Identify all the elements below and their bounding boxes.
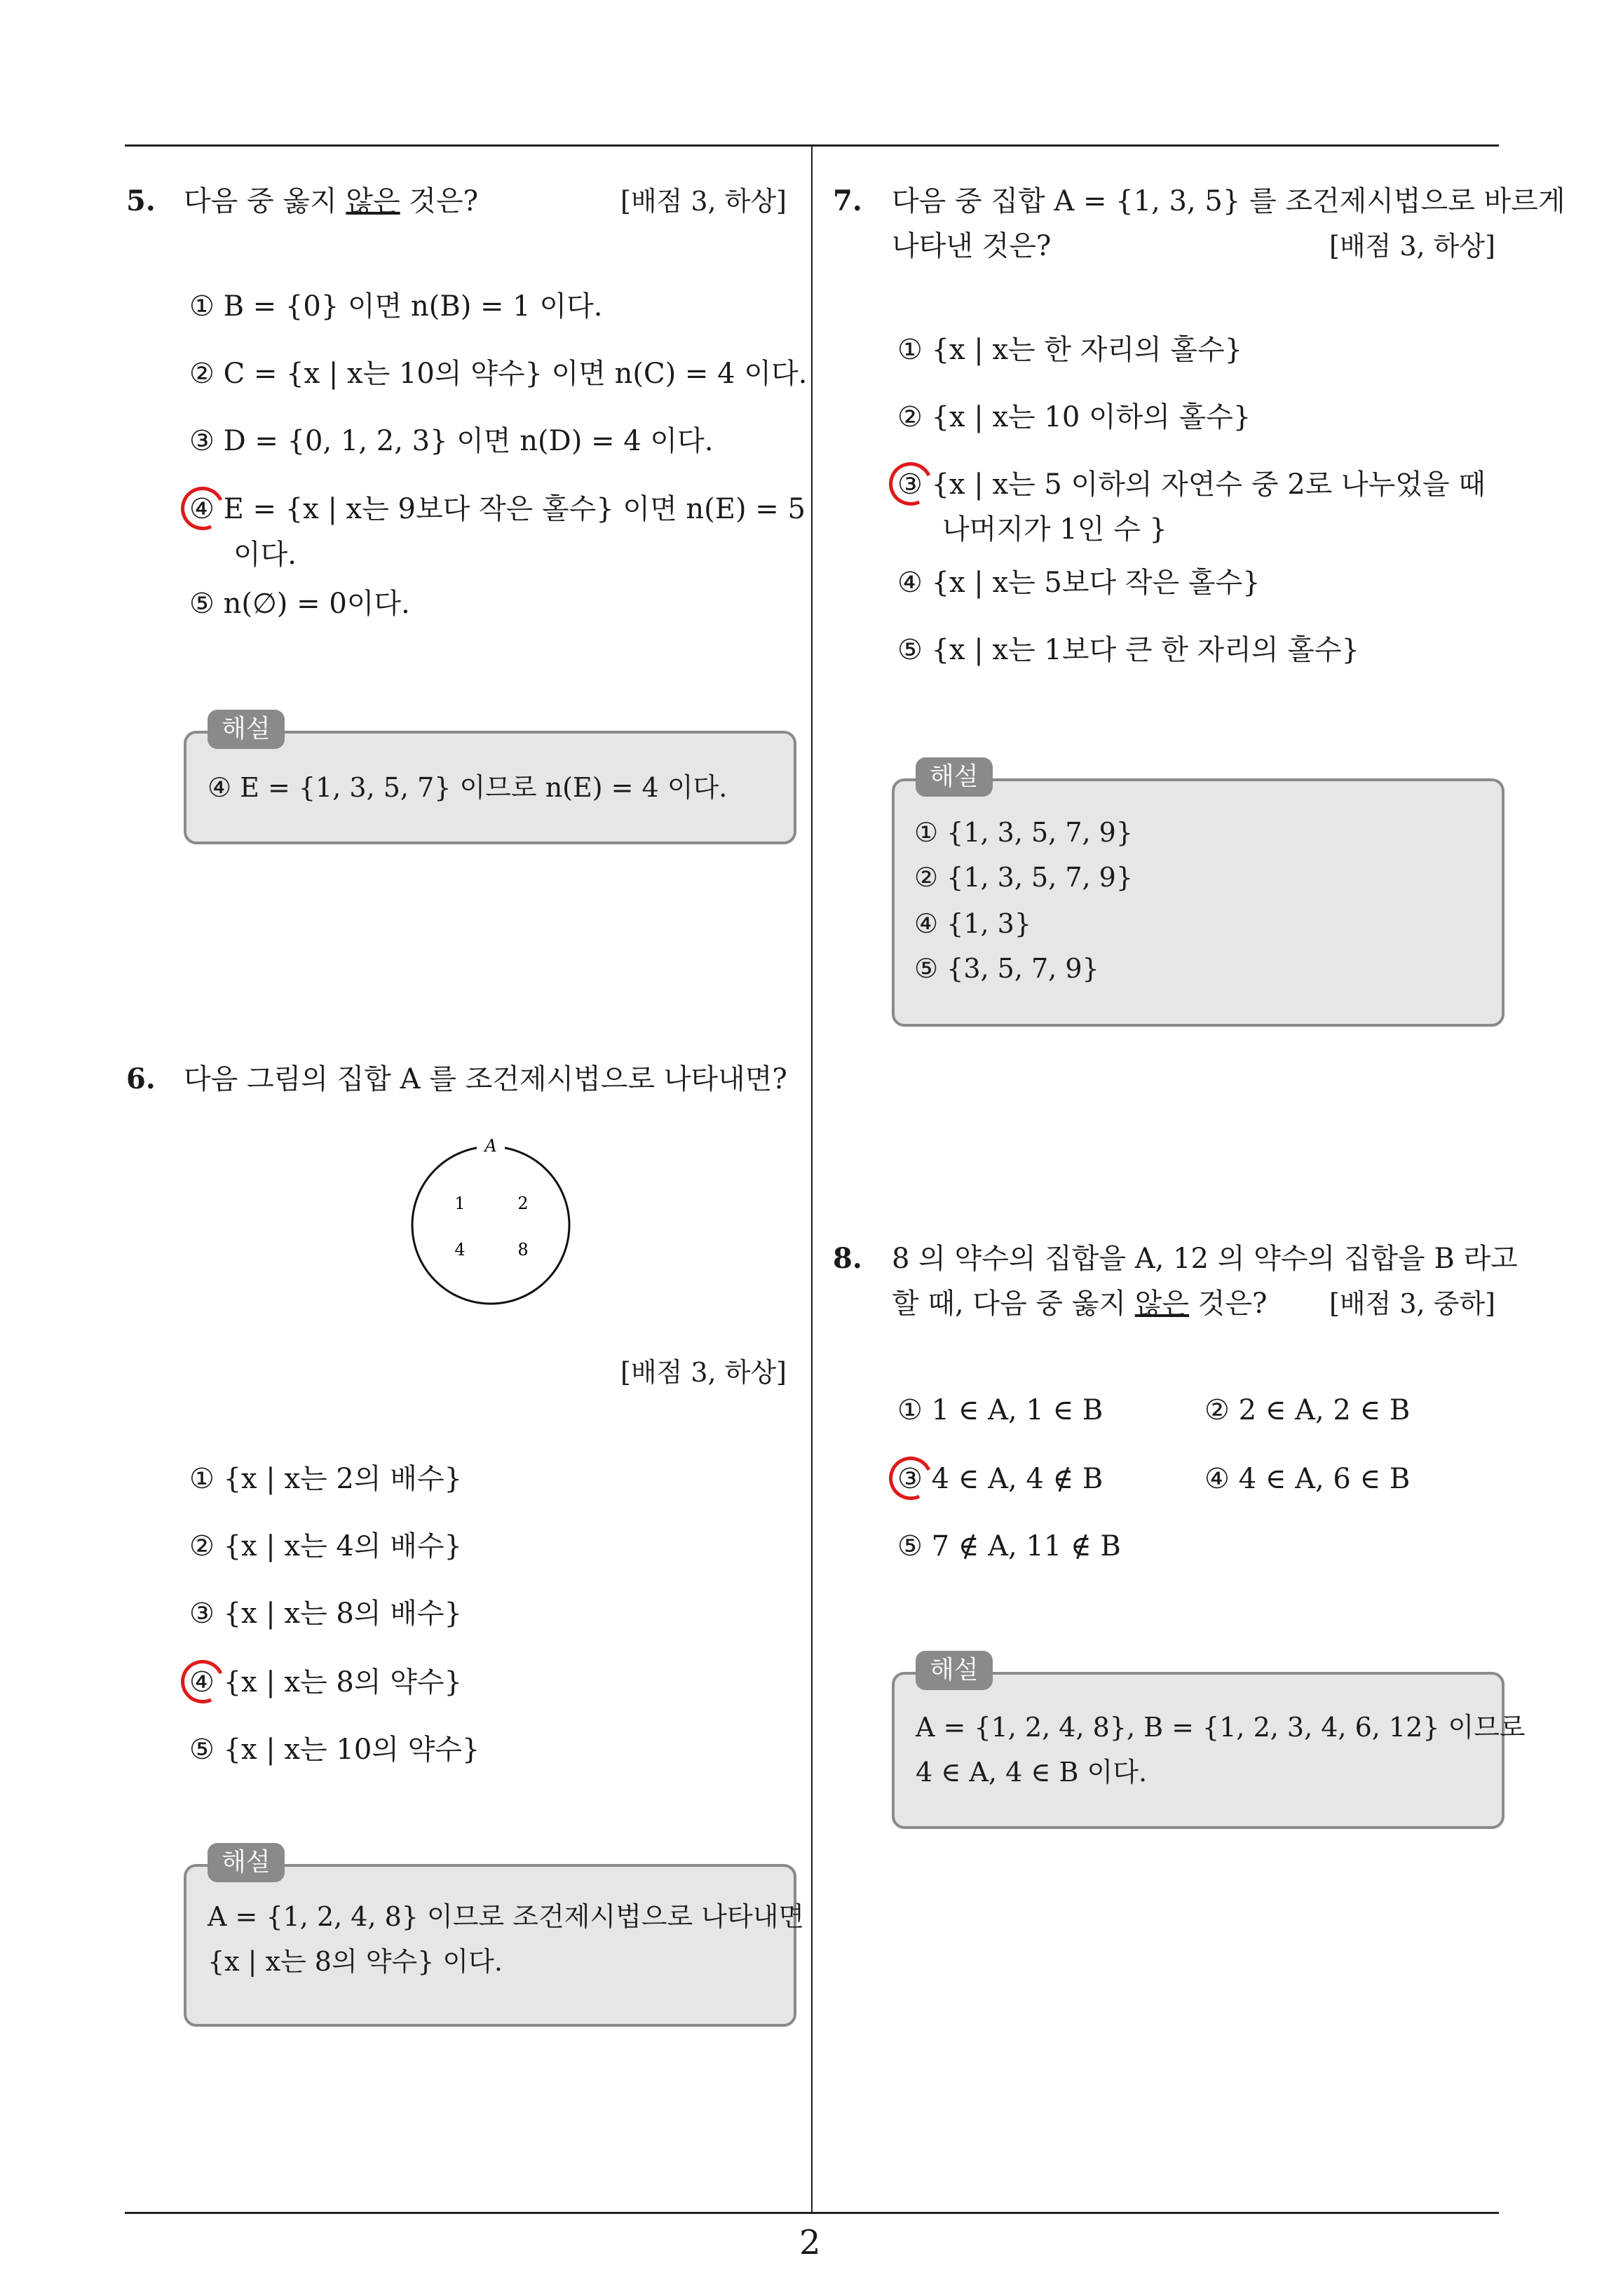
answer-mark: [883, 1450, 938, 1506]
choice-3: ③ 4 ∈ A, 4 ∉ B: [897, 1463, 1103, 1495]
question-number: 7.: [833, 184, 862, 217]
solution-line: ① {1, 3, 5, 7, 9}: [914, 817, 1134, 848]
points-label: [배점 3, 중하]: [1329, 1288, 1495, 1319]
choice-1: ① {x | x는 한 자리의 홀수}: [897, 334, 1243, 366]
choice-5: ⑤ {x | x는 1보다 큰 한 자리의 홀수}: [897, 634, 1359, 666]
solution-line: ② {1, 3, 5, 7, 9}: [914, 862, 1134, 893]
choice-5: ⑤ n(∅) = 0이다.: [189, 588, 410, 620]
solution-label: 해설: [916, 1651, 993, 1690]
question-text-line-2: 나타낸 것은?: [892, 230, 1052, 262]
question-text-line-2: 할 때, 다음 중 옳지 않은 것은?: [892, 1288, 1268, 1320]
solution-line: A = {1, 2, 4, 8} 이므로 조건제시법으로 나타내면: [208, 1901, 805, 1932]
solution-line: {x | x는 8의 약수} 이다.: [208, 1946, 503, 1977]
question-number: 5.: [126, 184, 156, 217]
points-label: [배점 3, 하상]: [1329, 231, 1495, 262]
choice-5: ⑤ 7 ∉ A, 11 ∉ B: [897, 1530, 1121, 1562]
answer-mark: [175, 480, 230, 536]
choice-4: ④ 4 ∈ A, 6 ∈ B: [1204, 1463, 1411, 1495]
choice-3: ③ D = {0, 1, 2, 3} 이면 n(D) = 4 이다.: [189, 425, 714, 457]
venn-diagram: [400, 1129, 582, 1318]
question-text: 다음 그림의 집합 A 를 조건제시법으로 나타내면?: [184, 1063, 787, 1095]
column-divider: [811, 144, 813, 2213]
venn-element: 4: [454, 1240, 466, 1260]
choice-2: ② 2 ∈ A, 2 ∈ B: [1204, 1394, 1411, 1426]
solution-line: ⑤ {3, 5, 7, 9}: [914, 953, 1099, 984]
question-text-line-1: 다음 중 집합 A = {1, 3, 5} 를 조건제시법으로 바르게: [892, 185, 1566, 217]
solution-line: 4 ∈ A, 4 ∈ B 이다.: [916, 1757, 1148, 1788]
solution-box: [892, 1672, 1505, 1829]
choice-2: ② {x | x는 4의 배수}: [189, 1530, 462, 1562]
solution-label: 해설: [916, 757, 993, 797]
points-label: [배점 3, 하상]: [620, 186, 787, 217]
question-text: 다음 중 옳지 않은 것은?: [184, 185, 479, 217]
choice-5: ⑤ {x | x는 10의 약수}: [189, 1734, 480, 1766]
choice-1: ① B = {0} 이면 n(B) = 1 이다.: [189, 290, 603, 323]
venn-element: 8: [517, 1240, 529, 1260]
venn-element: 2: [517, 1194, 529, 1213]
answer-mark: [883, 456, 938, 511]
solution-label: 해설: [208, 1843, 285, 1882]
question-number: 6.: [126, 1062, 156, 1095]
solution-label: 해설: [208, 710, 285, 749]
choice-1: ① {x | x는 2의 배수}: [189, 1463, 462, 1495]
answer-mark: [175, 1654, 230, 1709]
choice-4-continuation: 이다.: [233, 539, 297, 571]
solution-line: ④ {1, 3}: [914, 908, 1032, 939]
venn-element: 1: [454, 1194, 466, 1213]
choice-2: ② {x | x는 10 이하의 홀수}: [897, 401, 1251, 433]
question-number: 8.: [833, 1242, 862, 1275]
choice-3: ③ {x | x는 5 이하의 자연수 중 2로 나누었을 때: [897, 468, 1486, 501]
bottom-rule: [125, 2212, 1499, 2214]
set-a-label: A: [484, 1136, 497, 1156]
question-text-line-1: 8 의 약수의 집합을 A, 12 의 약수의 집합을 B 라고: [892, 1243, 1518, 1275]
page-number: 2: [799, 2223, 821, 2262]
points-label: [배점 3, 하상]: [620, 1357, 787, 1388]
choice-4: ④ E = {x | x는 9보다 작은 홀수} 이면 n(E) = 5: [189, 493, 806, 525]
solution-line: ④ E = {1, 3, 5, 7} 이므로 n(E) = 4 이다.: [208, 772, 728, 803]
choice-3: ③ {x | x는 8의 배수}: [189, 1598, 462, 1630]
set-a-circle: [412, 1147, 569, 1304]
choice-2: ② C = {x | x는 10의 약수} 이면 n(C) = 4 이다.: [189, 358, 808, 390]
choice-4: ④ {x | x는 8의 약수}: [189, 1666, 462, 1699]
choice-3-continuation: 나머지가 1인 수 }: [942, 513, 1167, 546]
solution-line: A = {1, 2, 4, 8}, B = {1, 2, 3, 4, 6, 12} 이므로: [916, 1712, 1526, 1743]
choice-4: ④ {x | x는 5보다 작은 홀수}: [897, 567, 1261, 599]
choice-1: ① 1 ∈ A, 1 ∈ B: [897, 1394, 1103, 1426]
